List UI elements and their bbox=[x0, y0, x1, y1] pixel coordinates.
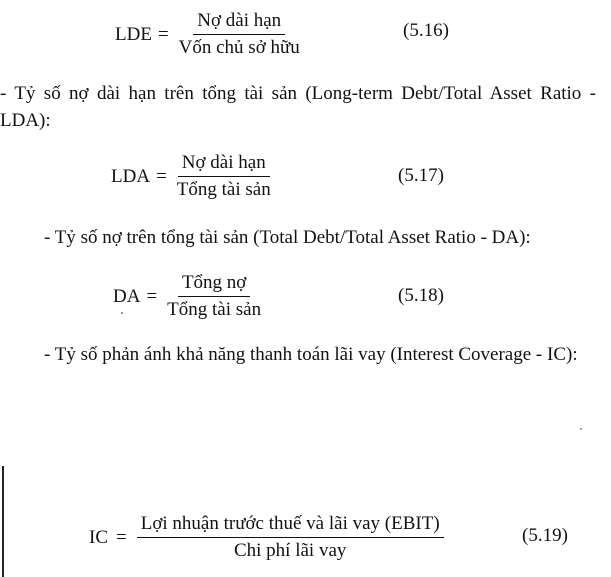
equation-number-5-18: (5.18) bbox=[398, 285, 444, 306]
equation-number-5-19: (5.19) bbox=[522, 525, 568, 546]
fraction bbox=[137, 512, 444, 563]
formula-ic bbox=[89, 512, 444, 563]
formula-lde-lhs: LDE bbox=[115, 23, 152, 45]
equals-sign: = bbox=[156, 165, 167, 187]
equation-number-5-17: (5.17) bbox=[398, 165, 444, 186]
equals-sign: = bbox=[116, 526, 127, 548]
formula-da-lhs: DA bbox=[113, 285, 141, 307]
fraction-denominator: Tổng tài sản bbox=[176, 179, 271, 200]
equals-sign: = bbox=[157, 23, 169, 45]
fraction-denominator: Tổng tài sản bbox=[167, 299, 262, 320]
paragraph-ic-intro: - Tỷ số phản ánh khả năng thanh toán lãi vay (Interest Coverage - IC): bbox=[44, 344, 578, 365]
scan-speck bbox=[580, 428, 582, 430]
formula-ic-lhs: IC bbox=[89, 526, 108, 548]
formula-lda bbox=[111, 151, 275, 202]
margin-rule bbox=[2, 466, 4, 577]
fraction-numerator: Tổng nợ bbox=[178, 271, 250, 297]
fraction-numerator: Lợi nhuận trước thuế và lãi vay (EBIT) bbox=[137, 512, 444, 538]
formula-lda-lhs: LDA bbox=[111, 165, 151, 187]
fraction bbox=[173, 151, 275, 202]
formula-lde bbox=[115, 9, 304, 60]
fraction-denominator: Chi phí lãi vay bbox=[233, 540, 347, 561]
fraction-numerator: Nợ dài hạn bbox=[178, 151, 270, 177]
fraction-numerator: Nợ dài hạn bbox=[193, 9, 285, 35]
paragraph-lda-intro: - Tỷ số nợ dài hạn trên tổng tài sản (Long-term Debt/Total Asset Ratio - LDA): bbox=[0, 83, 596, 131]
fraction-denominator: Vốn chủ sở hữu bbox=[178, 37, 300, 58]
paragraph-da-intro: - Tỷ số nợ trên tổng tài sản (Total Debt/Total Asset Ratio - DA): bbox=[44, 227, 531, 248]
fraction bbox=[175, 9, 304, 60]
equals-sign: = bbox=[146, 285, 158, 307]
scan-speck bbox=[121, 312, 123, 314]
equation-number-5-16: (5.16) bbox=[403, 20, 449, 41]
fraction bbox=[163, 271, 265, 322]
formula-da bbox=[113, 271, 265, 322]
